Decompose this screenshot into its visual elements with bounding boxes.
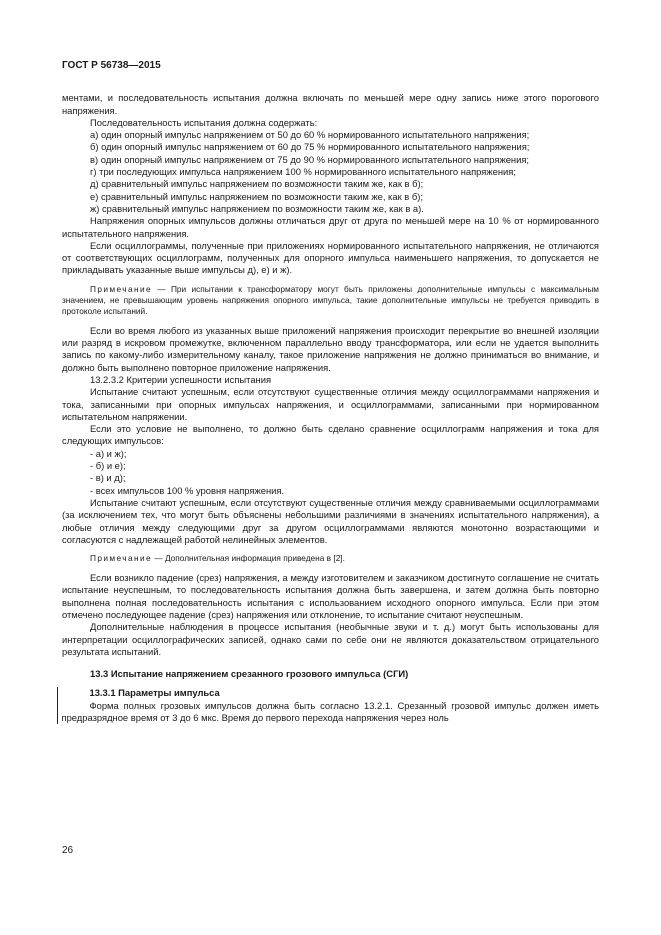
dash-item-1: - а) и ж); [90, 447, 127, 459]
paragraph-10: Дополнительные наблюдения в процессе испытания (необычные звуки и т. д.) могут быть использованы для интерпретации осциллографических записей, однако сами по себе они не являются доказательством отрицательного результата испытаний. [62, 621, 599, 657]
list-item-e: е) сравнительный импульс напряжением по возможности таким же, как в б); [90, 190, 423, 202]
list-item-g: г) три последующих импульса напряжением 100 % нормированного испытательного напряжения; [90, 166, 516, 178]
dash-item-2: - б) и е); [90, 460, 126, 472]
dash-item-4: - всех импульсов 100 % уровня напряжения. [90, 484, 285, 496]
list-item-zh: ж) сравнительный импульс напряжением по возможности таким же, как в а). [90, 202, 424, 214]
paragraph-8: Испытание считают успешным, если отсутствуют существенные отличия между сравниваемыми осциллограммами (за исключением тех, что могут быть объяснены небольшими различиями в значениях испытательного напряжения), а любые отличия между следующими друг за другом осциллограммами являются монотонно возрастающими и согласуются с надлежащей работой нелинейных элементов. [62, 496, 599, 545]
paragraph-3: Напряжения опорных импульсов должны отличаться друг от друга по меньшей мере на 10 % от нормированного испытательного напряжения. [62, 215, 599, 239]
paragraph-2: Последовательность испытания должна содержать: [90, 116, 318, 128]
section-13-2-3-2-heading: 13.2.3.2 Критерии успешности испытания [90, 373, 272, 385]
list-item-a: а) один опорный импульс напряжением от 50 до 60 % нормированного испытательного напряжения; [90, 129, 530, 141]
paragraph-5: Если во время любого из указанных выше приложений напряжения происходит перекрытие во внешней изоляции или разряд в искровом промежутке, включенном параллельно вводу трансформатора, или если не удается выполнить запись по какому-либо измерительному каналу, такое приложение напряжения не должно приниматься во внимание, и должно быть выполнено повторное приложение напряжения. [62, 324, 599, 373]
list-item-v: в) один опорный импульс напряжением от 75 до 90 % нормированного испытательного напряжения; [90, 153, 530, 165]
paragraph-11: Форма полных грозовых импульсов должна быть согласно 13.2.1. Срезанный грозовой импульс должен иметь предразрядное время от 3 до 6 мкс. Время до первого перехода напряжения через ноль [61, 699, 599, 724]
revision-bar-block [57, 687, 599, 724]
document-header: ГОСТ Р 56738—2015 [62, 60, 161, 71]
section-13-3-1-heading: 13.3.1 Параметры импульса [89, 687, 220, 699]
note-label: Примечание [90, 283, 153, 294]
paragraph-9: Если возникло падение (срез) напряжения, а между изготовителем и заказчиком достигнуто соглашение не считать испытание неуспешным, то последовательность испытания должна быть завершена, и затем должна быть повторно выполнена полная последовательность испытания с использованием исходного опорного импульса. Если при этом отмечено последующее падение (срез) напряжения или отклонение, то испытание считают неуспешным. [62, 572, 599, 620]
paragraph-6: Испытание считают успешным, если отсутствуют существенные отличия между осциллограммами напряжения и тока, записанными при опорных импульсах напряжения, и осциллограммами, записанными при нормированном испытательном напряжении. [62, 386, 599, 422]
note-2 [62, 553, 599, 564]
document-page [62, 60, 599, 724]
note-text: — Дополнительная информация приведена в [2]. [152, 553, 345, 564]
paragraph-4: Если осциллограммы, полученные при приложениях нормированного испытательного напряжения, не отличаются от соответствующих осциллограмм, полученных для опорного импульса наименьшего напряжения, то допускается не прикладывать указанные выше импульсы д), е) и ж). [62, 239, 599, 276]
note-label: Примечание [90, 553, 153, 564]
list-item-d: д) сравнительный импульс напряжением по возможности таким же, как в б); [90, 178, 424, 190]
note-1 [62, 284, 599, 317]
list-item-b: б) один опорный импульс напряжением от 60 до 75 % нормированного испытательного напряжения; [90, 141, 530, 153]
dash-item-3: - в) и д); [90, 472, 126, 484]
paragraph-7: Если это условие не выполнено, то должно быть сделано сравнение осциллограмм напряжения и тока для следующих импульсов: [62, 423, 599, 447]
note-text: — При испытании к трансформатору могут быть приложены дополнительные импульсы с максимальным значением, не превышающим уровень напряжения опорного импульса, такие дополнительные импульсы не требуется приводить в протоколе испытаний. [62, 283, 599, 316]
paragraph-1: ментами, и последовательность испытания должна включать по меньшей мере одну запись ниже этого порогового напряжения. [62, 92, 599, 116]
section-13-3-heading: 13.3 Испытание напряжением срезанного грозового импульса (СГИ) [90, 668, 409, 680]
page-number: 26 [62, 845, 74, 856]
